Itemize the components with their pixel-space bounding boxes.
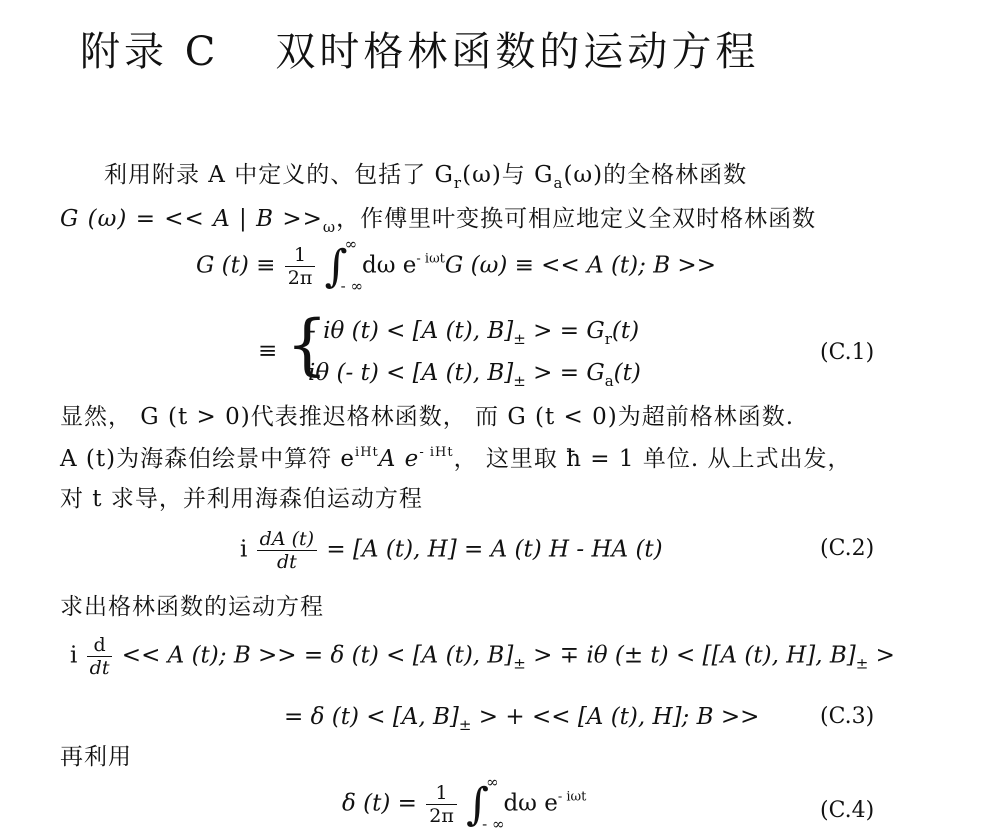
fraction: $\frac{1}{2\pi}$	[285, 244, 316, 289]
para2-line1: 显然， G (t > 0)代表推迟格林函数， 而 G (t < 0)为超前格林函数.	[60, 404, 795, 430]
para1-line1: 利用附录 A 中定义的、包括了 $G_r(\omega)$与 $G_a(\omega)$的全格林函数	[104, 162, 748, 192]
para4-line1: 再利用	[60, 744, 132, 770]
integral-sign: ∫ ∞ - ∞	[324, 234, 364, 295]
appendix-title-text: 双时格林函数的运动方程	[275, 29, 760, 75]
equation-c2: i $\frac{dA (t)}{dt}$ = [A (t), H] = A (t) H - HA (t)	[240, 528, 663, 573]
curly-brace: {	[286, 306, 328, 383]
equation-c1-line1: G (t) ≡ $\frac{1}{2\pi}$ ∫ ∞ - ∞ dω $e^{- i\omega t}G$ (ω) ≡ << A (t); B >>	[196, 234, 716, 295]
para3-line1: 求出格林函数的运动方程	[60, 594, 324, 620]
equation-c1-case1: - iθ (t) < [A (t), $B]_\pm$ > = $G_r(t)$	[308, 318, 640, 348]
para2-line2: A (t)为海森伯绘景中算符 $e^{iHt}A$ $e^{- iHt}$， 这里取 ħ = 1 单位. 从上式出发，	[60, 445, 852, 472]
para1-line2: G (ω) = << A | $B >>_\omega$，作傅里叶变换可相应地定义全双时格林函数	[60, 206, 817, 236]
equation-number-c1: (C.1)	[820, 340, 875, 365]
equation-c1-equiv: ≡	[258, 338, 278, 364]
appendix-label: 附录 C	[80, 29, 220, 75]
equation-number-c3: (C.3)	[820, 704, 875, 729]
integral-sign: ∫ ∞ - ∞	[466, 772, 505, 833]
equation-c1-case2: iθ (- t) < [A (t), $B]_\pm$ > = $G_a(t)$	[308, 360, 641, 390]
equation-number-c2: (C.2)	[820, 536, 875, 561]
equation-c3-line1: i $\frac{d}{dt}$ << A (t); B >> = δ (t) < [A (t), $B]_\pm$ > ∓ iθ (± t) < [[A (t), H], $B]_\pm$ >	[70, 634, 895, 679]
equation-c3-line2: = δ (t) < [A, $B]_\pm$ > + << [A (t), H]; B >>	[284, 704, 760, 734]
fraction: $\frac{dA (t)}{dt}$	[257, 528, 317, 573]
para2-line3: 对 t 求导，并利用海森伯运动方程	[60, 486, 423, 512]
appendix-title	[80, 20, 759, 77]
fraction: $\frac{d}{dt}$	[87, 634, 113, 679]
fraction: $\frac{1}{2\pi}$	[426, 782, 457, 827]
equation-c4: δ (t) = $\frac{1}{2\pi}$ ∫ ∞ - ∞ dω $e^{- i\omega t}$	[342, 772, 587, 833]
equation-number-c4: (C.4)	[820, 798, 875, 823]
